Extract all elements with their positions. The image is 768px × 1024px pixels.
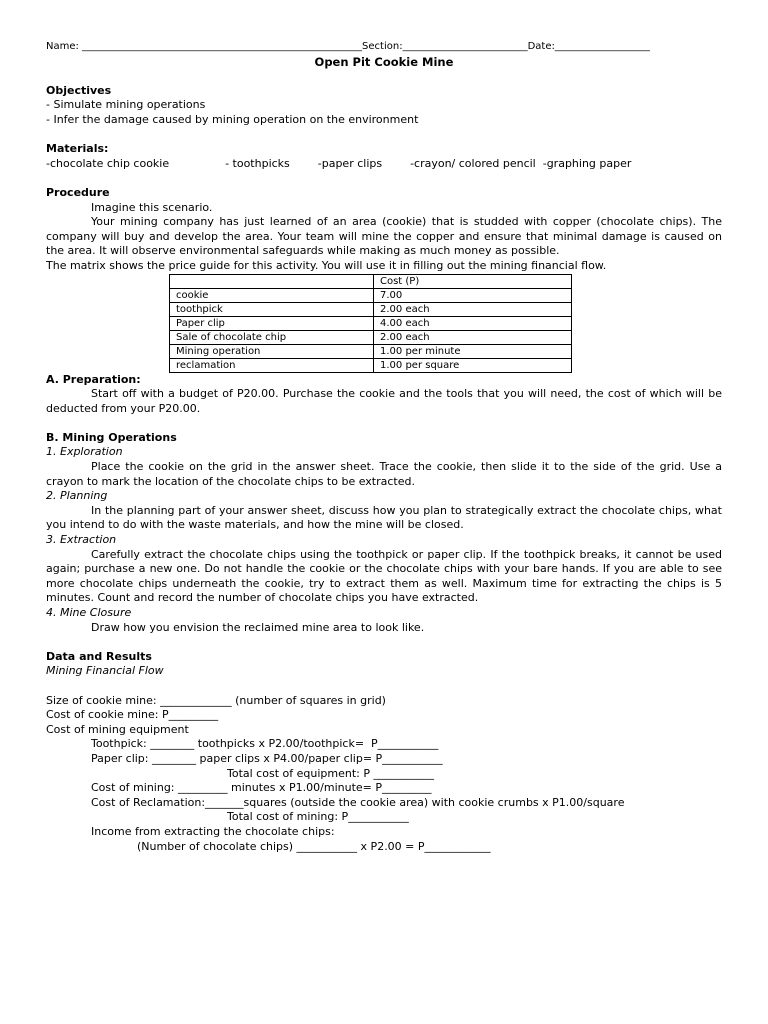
table-row — [170, 344, 572, 358]
planning-text: In the planning part of your answer sheet, discuss how you plan to strategically extract the chocolate chips, what you intend to do with the waste materials, and how the mine will be closed. — [46, 503, 722, 532]
table-row — [170, 358, 572, 372]
procedure-heading: Procedure — [46, 185, 110, 199]
table-row — [170, 288, 572, 302]
cookie-size-line: Size of cookie mine: _____________ (number of squares in grid) — [46, 693, 386, 707]
table-cell: cookie — [170, 288, 374, 302]
equipment-cost-label: Cost of mining equipment — [46, 722, 189, 736]
total-mining-line: Total cost of mining: P___________ — [227, 810, 409, 824]
closure-subheading: 4. Mine Closure — [46, 606, 132, 619]
table-row — [170, 330, 572, 344]
table-header-row — [170, 274, 572, 288]
table-cell: 4.00 each — [374, 316, 572, 330]
mining-cost-line: Cost of mining: _________ minutes x P1.00/minute= P_________ — [91, 781, 432, 795]
table-row — [170, 302, 572, 316]
reclamation-cost-line: Cost of Reclamation:_______squares (outside the cookie area) with cookie crumbs x P1.00/square — [91, 795, 625, 809]
table-cell: 2.00 each — [374, 330, 572, 344]
table-cell: reclamation — [170, 358, 374, 372]
planning-subheading: 2. Planning — [46, 489, 108, 503]
price-table — [169, 274, 572, 373]
closure-text: Draw how you envision the reclaimed mine area to look like. — [91, 620, 425, 634]
toothpick-cost-line: Toothpick: ________ toothpicks x P2.00/toothpick= P___________ — [91, 737, 439, 751]
exploration-subheading: 1. Exploration — [46, 445, 123, 459]
results-heading: Data and Results — [46, 649, 152, 663]
mining-heading: B. Mining Operations — [46, 430, 177, 444]
header-fields: Name: ________________________________________________________Section:_________________________Date:___________________ — [46, 41, 650, 52]
procedure-scenario: Your mining company has just learned of an area (cookie) that is studded with copper (chocolate chips). The company will buy and develop the area. Your team will mine the copper and ensure that minimal damage is caused on the area. It will observe environmental safeguards while making as much money as possible. — [46, 215, 722, 258]
paperclip-cost-line: Paper clip: ________ paper clips x P4.00/paper clip= P___________ — [91, 751, 443, 765]
table-header-cell — [170, 274, 374, 288]
table-header-cell: Cost (P) — [374, 274, 572, 288]
table-row — [170, 316, 572, 330]
objective-item: - Simulate mining operations — [46, 98, 206, 112]
table-cell: Sale of chocolate chip — [170, 330, 374, 344]
income-label: Income from extracting the chocolate chips: — [91, 824, 335, 838]
materials-list: -chocolate chip cookie - toothpicks -paper clips -crayon/ colored pencil -graphing paper — [46, 156, 632, 170]
preparation-heading: A. Preparation: — [46, 372, 141, 386]
preparation-text: Start off with a budget of P20.00. Purchase the cookie and the tools that you will need, the cost of which will be deducted from your P20.00. — [46, 387, 722, 415]
extraction-subheading: 3. Extraction — [46, 533, 117, 547]
table-cell: 1.00 per square — [374, 358, 572, 372]
total-equipment-line: Total cost of equipment: P ___________ — [227, 766, 434, 780]
table-cell: 7.00 — [374, 288, 572, 302]
extraction-text: Carefully extract the chocolate chips using the toothpick or paper clip. If the toothpick breaks, it cannot be used again; purchase a new one. Do not handle the cookie or the chocolate chips with your bare hands. If you are able to see more chocolate chips underneath the cookie, try to extract them as well. Maximum time for extracting the chips is 5 minutes. Count and record the number of chocolate chips you have extracted. — [46, 547, 722, 605]
cookie-cost-line: Cost of cookie mine: P_________ — [46, 708, 219, 722]
income-line: (Number of chocolate chips) ___________ x P2.00 = P____________ — [137, 839, 491, 853]
table-cell: Mining operation — [170, 344, 374, 358]
procedure-matrix-note: The matrix shows the price guide for this activity. You will use it in filling out the mining financial flow. — [46, 258, 607, 272]
page-title: Open Pit Cookie Mine — [314, 54, 454, 69]
table-cell: Paper clip — [170, 316, 374, 330]
worksheet-page — [46, 40, 722, 854]
exploration-text: Place the cookie on the grid in the answer sheet. Trace the cookie, then slide it to the side of the grid. Use a crayon to mark the location of the chocolate chips to be extracted. — [46, 460, 722, 488]
procedure-intro: Imagine this scenario. — [91, 200, 213, 214]
table-cell: 2.00 each — [374, 302, 572, 316]
materials-heading: Materials: — [46, 142, 109, 156]
financial-flow-subheading: Mining Financial Flow — [46, 664, 164, 678]
table-cell: toothpick — [170, 302, 374, 316]
objective-item: - Infer the damage caused by mining operation on the environment — [46, 112, 419, 126]
table-cell: 1.00 per minute — [374, 344, 572, 358]
objectives-heading: Objectives — [46, 83, 112, 97]
